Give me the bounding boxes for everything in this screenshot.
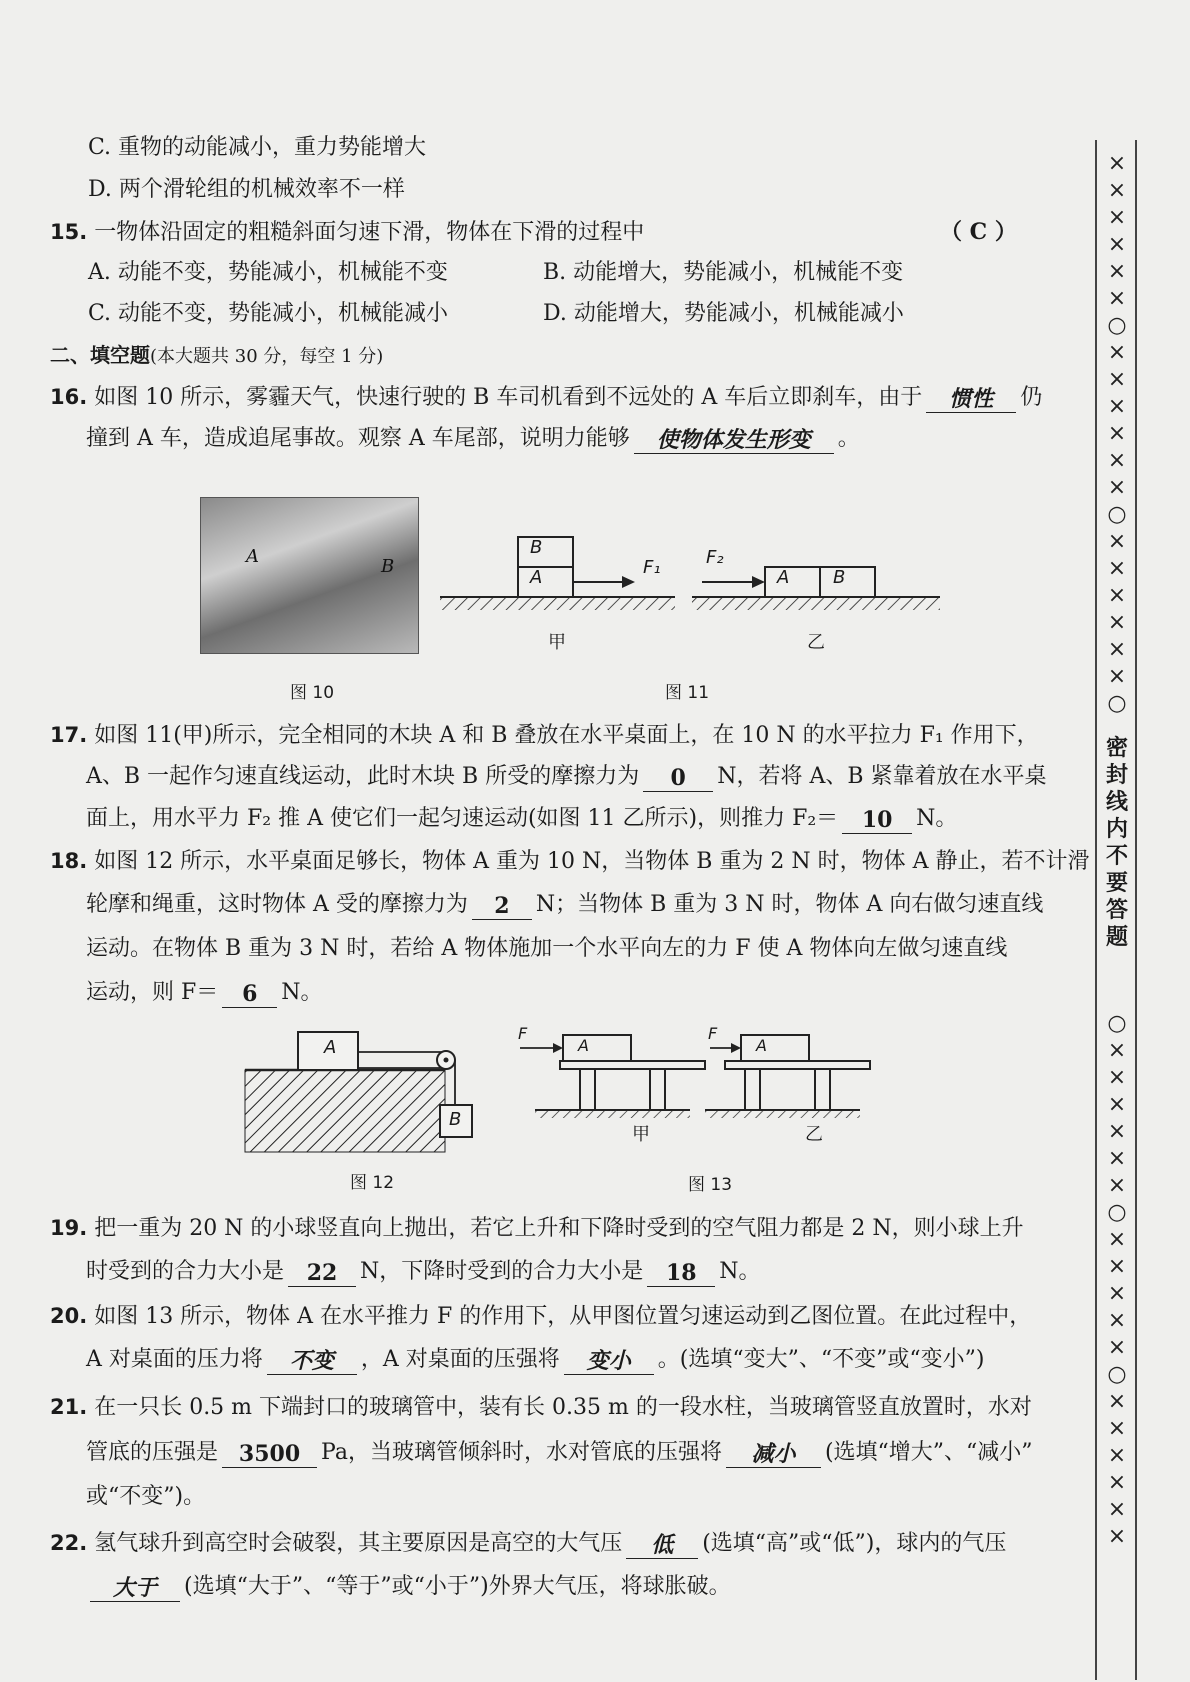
question-number: 21.	[50, 1395, 88, 1419]
block-a	[741, 1035, 809, 1061]
arrow-head	[622, 576, 635, 588]
table-block	[245, 1070, 445, 1152]
tabletop	[560, 1061, 705, 1069]
figure-11-diagram	[430, 520, 950, 640]
question-text: 把一重为 20 N 的小球竖直向上抛出，若它上升和下降时受到的空气阻力都是 2 N，则小球上升	[94, 1216, 1024, 1241]
answer-blank: 6	[222, 981, 277, 1008]
answer-blank: 变小	[564, 1348, 654, 1375]
answer-blank: 低	[626, 1532, 698, 1559]
q15-option-b: B. 动能增大，势能减小，机械能不变	[543, 260, 904, 285]
question-text: N，若将 A、B 紧靠着放在水平桌	[717, 764, 1047, 789]
q16-line2	[86, 424, 860, 454]
q22-line2	[86, 1572, 731, 1602]
fig11-label-yi: 乙	[807, 632, 825, 653]
answer-blank: 22	[288, 1260, 356, 1287]
fig13-label-yi: 乙	[805, 1124, 823, 1145]
q21-line3: 或“不变”)。	[86, 1484, 206, 1509]
q15-answer: （ C ）	[940, 219, 1017, 245]
car-label-a: A	[246, 546, 259, 567]
ground-hatch	[692, 598, 940, 610]
question-text: 。(选填“变大”、“不变”或“变小”)	[657, 1347, 985, 1372]
question-text: 时受到的合力大小是	[86, 1259, 285, 1284]
block-a	[765, 567, 820, 597]
answer-blank: 18	[647, 1260, 715, 1287]
question-text: A、B 一起作匀速直线运动，此时木块 B 所受的摩擦力为	[86, 764, 640, 789]
question-text: ，A 对桌面的压强将	[360, 1347, 560, 1372]
answer-blank: 2	[472, 893, 532, 920]
question-text: (选填“大于”、“等于”或“小于”)外界大气压，将球胀破。	[184, 1574, 731, 1599]
answer-blank: 减小	[726, 1441, 821, 1468]
section-heading: 二、填空题	[50, 343, 150, 367]
fig13-label-jia: 甲	[632, 1124, 650, 1145]
car-label-b: B	[381, 556, 395, 577]
answer-blank: 10	[842, 807, 912, 834]
question-number: 16.	[50, 385, 88, 409]
binding-line-right	[1135, 140, 1137, 1680]
binding-marks-bottom: ○ × × × × × × ○ × × × × × ○ × × × × × ×	[1107, 1011, 1127, 1549]
arrow-head	[553, 1043, 563, 1053]
question-text: (选填“增大”、“减小”	[824, 1440, 1033, 1465]
q14-option-d: D. 两个滑轮组的机械效率不一样	[88, 177, 405, 202]
q15-stem	[50, 217, 644, 248]
question-text: 如图 11(甲)所示，完全相同的木块 A 和 B 叠放在水平桌面上，在 10 N 的水平拉力 F₁ 作用下，	[94, 723, 1039, 748]
question-text: N，下降时受到的合力大小是	[360, 1259, 644, 1284]
q18-line4	[86, 978, 323, 1008]
question-text: 仍	[1020, 385, 1043, 410]
block-a	[563, 1035, 631, 1061]
q15-option-a: A. 动能不变，势能减小，机械能不变	[88, 260, 448, 285]
question-text: 一物体沿固定的粗糙斜面匀速下滑，物体在下滑的过程中	[94, 220, 645, 245]
figure-12-diagram	[240, 1020, 490, 1155]
answer-blank: 惯性	[926, 386, 1016, 413]
fig11-f2-label: F₂	[706, 547, 724, 568]
pulley-axle	[444, 1058, 449, 1063]
q18-line1	[50, 846, 1090, 877]
question-text: A 对桌面的压力将	[86, 1347, 263, 1372]
question-text: 面上，用水平力 F₂ 推 A 使它们一起匀速运动(如图 11 乙所示)，则推力 F₂＝	[86, 806, 839, 831]
fig11-block-a-label-yi: A	[777, 567, 790, 588]
question-text: 轮摩和绳重，这时物体 A 受的摩擦力为	[86, 892, 468, 917]
question-number: 19.	[50, 1216, 88, 1240]
q20-line1	[50, 1301, 1031, 1332]
fig13-block-a-label-jia: A	[578, 1036, 589, 1055]
fig11-block-a-label: A	[530, 567, 543, 588]
binding-line-left	[1095, 140, 1097, 1680]
seal-line-notice: 密 封 线 内 不 要 答 题	[1105, 736, 1128, 950]
figure-10-photo	[200, 497, 419, 654]
answer-blank: 3500	[222, 1441, 317, 1468]
block-b	[820, 567, 875, 597]
fig12-block-a-label: A	[324, 1037, 337, 1058]
question-text: 运动，则 F＝	[86, 980, 219, 1005]
arrow-head	[731, 1043, 741, 1053]
question-text: N。	[916, 806, 958, 831]
fig13-force-label-jia: F	[518, 1024, 528, 1043]
fig11-label-jia: 甲	[548, 632, 566, 653]
figure-11-caption: 图 11	[665, 683, 710, 703]
figure-10-caption: 图 10	[290, 683, 335, 703]
fig11-block-b-label-yi: B	[833, 567, 846, 588]
arrow-head	[752, 576, 765, 588]
floor-hatch	[535, 1111, 690, 1118]
block-b	[518, 537, 573, 567]
question-number: 17.	[50, 723, 88, 747]
question-text: 在一只长 0.5 m 下端封口的玻璃管中，装有长 0.35 m 的一段水柱，当玻璃管竖直放置时，水对	[94, 1395, 1032, 1420]
section-title	[50, 340, 383, 372]
fig12-block-b-label: B	[449, 1109, 462, 1130]
block-a	[518, 567, 573, 597]
figure-13-diagram	[515, 1030, 915, 1140]
question-number: 22.	[50, 1531, 88, 1555]
q18-line3: 运动。在物体 B 重为 3 N 时，若给 A 物体施加一个水平向左的力 F 使 A 物体向左做匀速直线	[86, 936, 1008, 961]
q17-line1	[50, 720, 1039, 751]
q20-line2	[86, 1345, 984, 1375]
question-text: 撞到 A 车，造成追尾事故。观察 A 车尾部，说明力能够	[86, 426, 630, 451]
figure-13-caption: 图 13	[688, 1175, 733, 1195]
q22-line1	[50, 1528, 1006, 1559]
question-text: N；当物体 B 重为 3 N 时，物体 A 向右做匀速直线	[535, 892, 1044, 917]
fig13-force-label-yi: F	[708, 1024, 718, 1043]
q21-line1	[50, 1392, 1032, 1423]
q14-option-c: C. 重物的动能减小，重力势能增大	[88, 135, 427, 160]
question-text: 如图 10 所示，雾霾天气，快速行驶的 B 车司机看到不远处的 A 车后立即刹车，由于	[94, 385, 923, 410]
binding-marks-top: × × × × × × ○ × × × × × × ○ × × × × × × ○	[1107, 151, 1127, 716]
q21-line2	[86, 1438, 1033, 1468]
q19-line1	[50, 1213, 1024, 1244]
tabletop	[725, 1061, 870, 1069]
figure-12-caption: 图 12	[350, 1173, 395, 1193]
question-text: 如图 13 所示，物体 A 在水平推力 F 的作用下，从甲图位置匀速运动到乙图位置。在此过程中，	[94, 1304, 1032, 1329]
floor-hatch	[705, 1111, 860, 1118]
fig11-f1-label: F₁	[643, 557, 661, 578]
question-text: N。	[719, 1259, 761, 1284]
question-number: 18.	[50, 849, 88, 873]
ground-hatch	[440, 598, 675, 610]
q15-option-d: D. 动能增大，势能减小，机械能减小	[543, 301, 904, 326]
answer-blank: 不变	[267, 1348, 357, 1375]
q19-line2	[86, 1257, 761, 1287]
answer-blank: 使物体发生形变	[634, 427, 834, 454]
fig13-block-a-label-yi: A	[756, 1036, 767, 1055]
question-number: 15.	[50, 220, 88, 244]
question-text: N。	[281, 980, 323, 1005]
q15-option-c: C. 动能不变，势能减小，机械能减小	[88, 301, 449, 326]
q16-line1	[50, 382, 1042, 413]
section-note: (本大题共 30 分，每空 1 分)	[150, 346, 384, 367]
question-text: Pa，当玻璃管倾斜时，水对管底的压强将	[321, 1440, 722, 1465]
question-number: 20.	[50, 1304, 88, 1328]
answer-blank: 0	[643, 765, 713, 792]
question-text: 如图 12 所示，水平桌面足够长，物体 A 重为 10 N，当物体 B 重为 2 N 时，物体 A 静止，若不计滑	[94, 849, 1090, 874]
q17-line2	[86, 762, 1047, 792]
fig11-block-b-label: B	[530, 537, 543, 558]
question-text: (选填“高”或“低”)，球内的气压	[702, 1531, 1007, 1556]
q17-line3	[86, 804, 957, 834]
question-text: 氢气球升到高空时会破裂，其主要原因是高空的大气压	[94, 1531, 623, 1556]
answer-blank: 大于	[90, 1575, 180, 1602]
question-text: 。	[837, 426, 860, 451]
q18-line2	[86, 890, 1043, 920]
question-text: 管底的压强是	[86, 1440, 219, 1465]
